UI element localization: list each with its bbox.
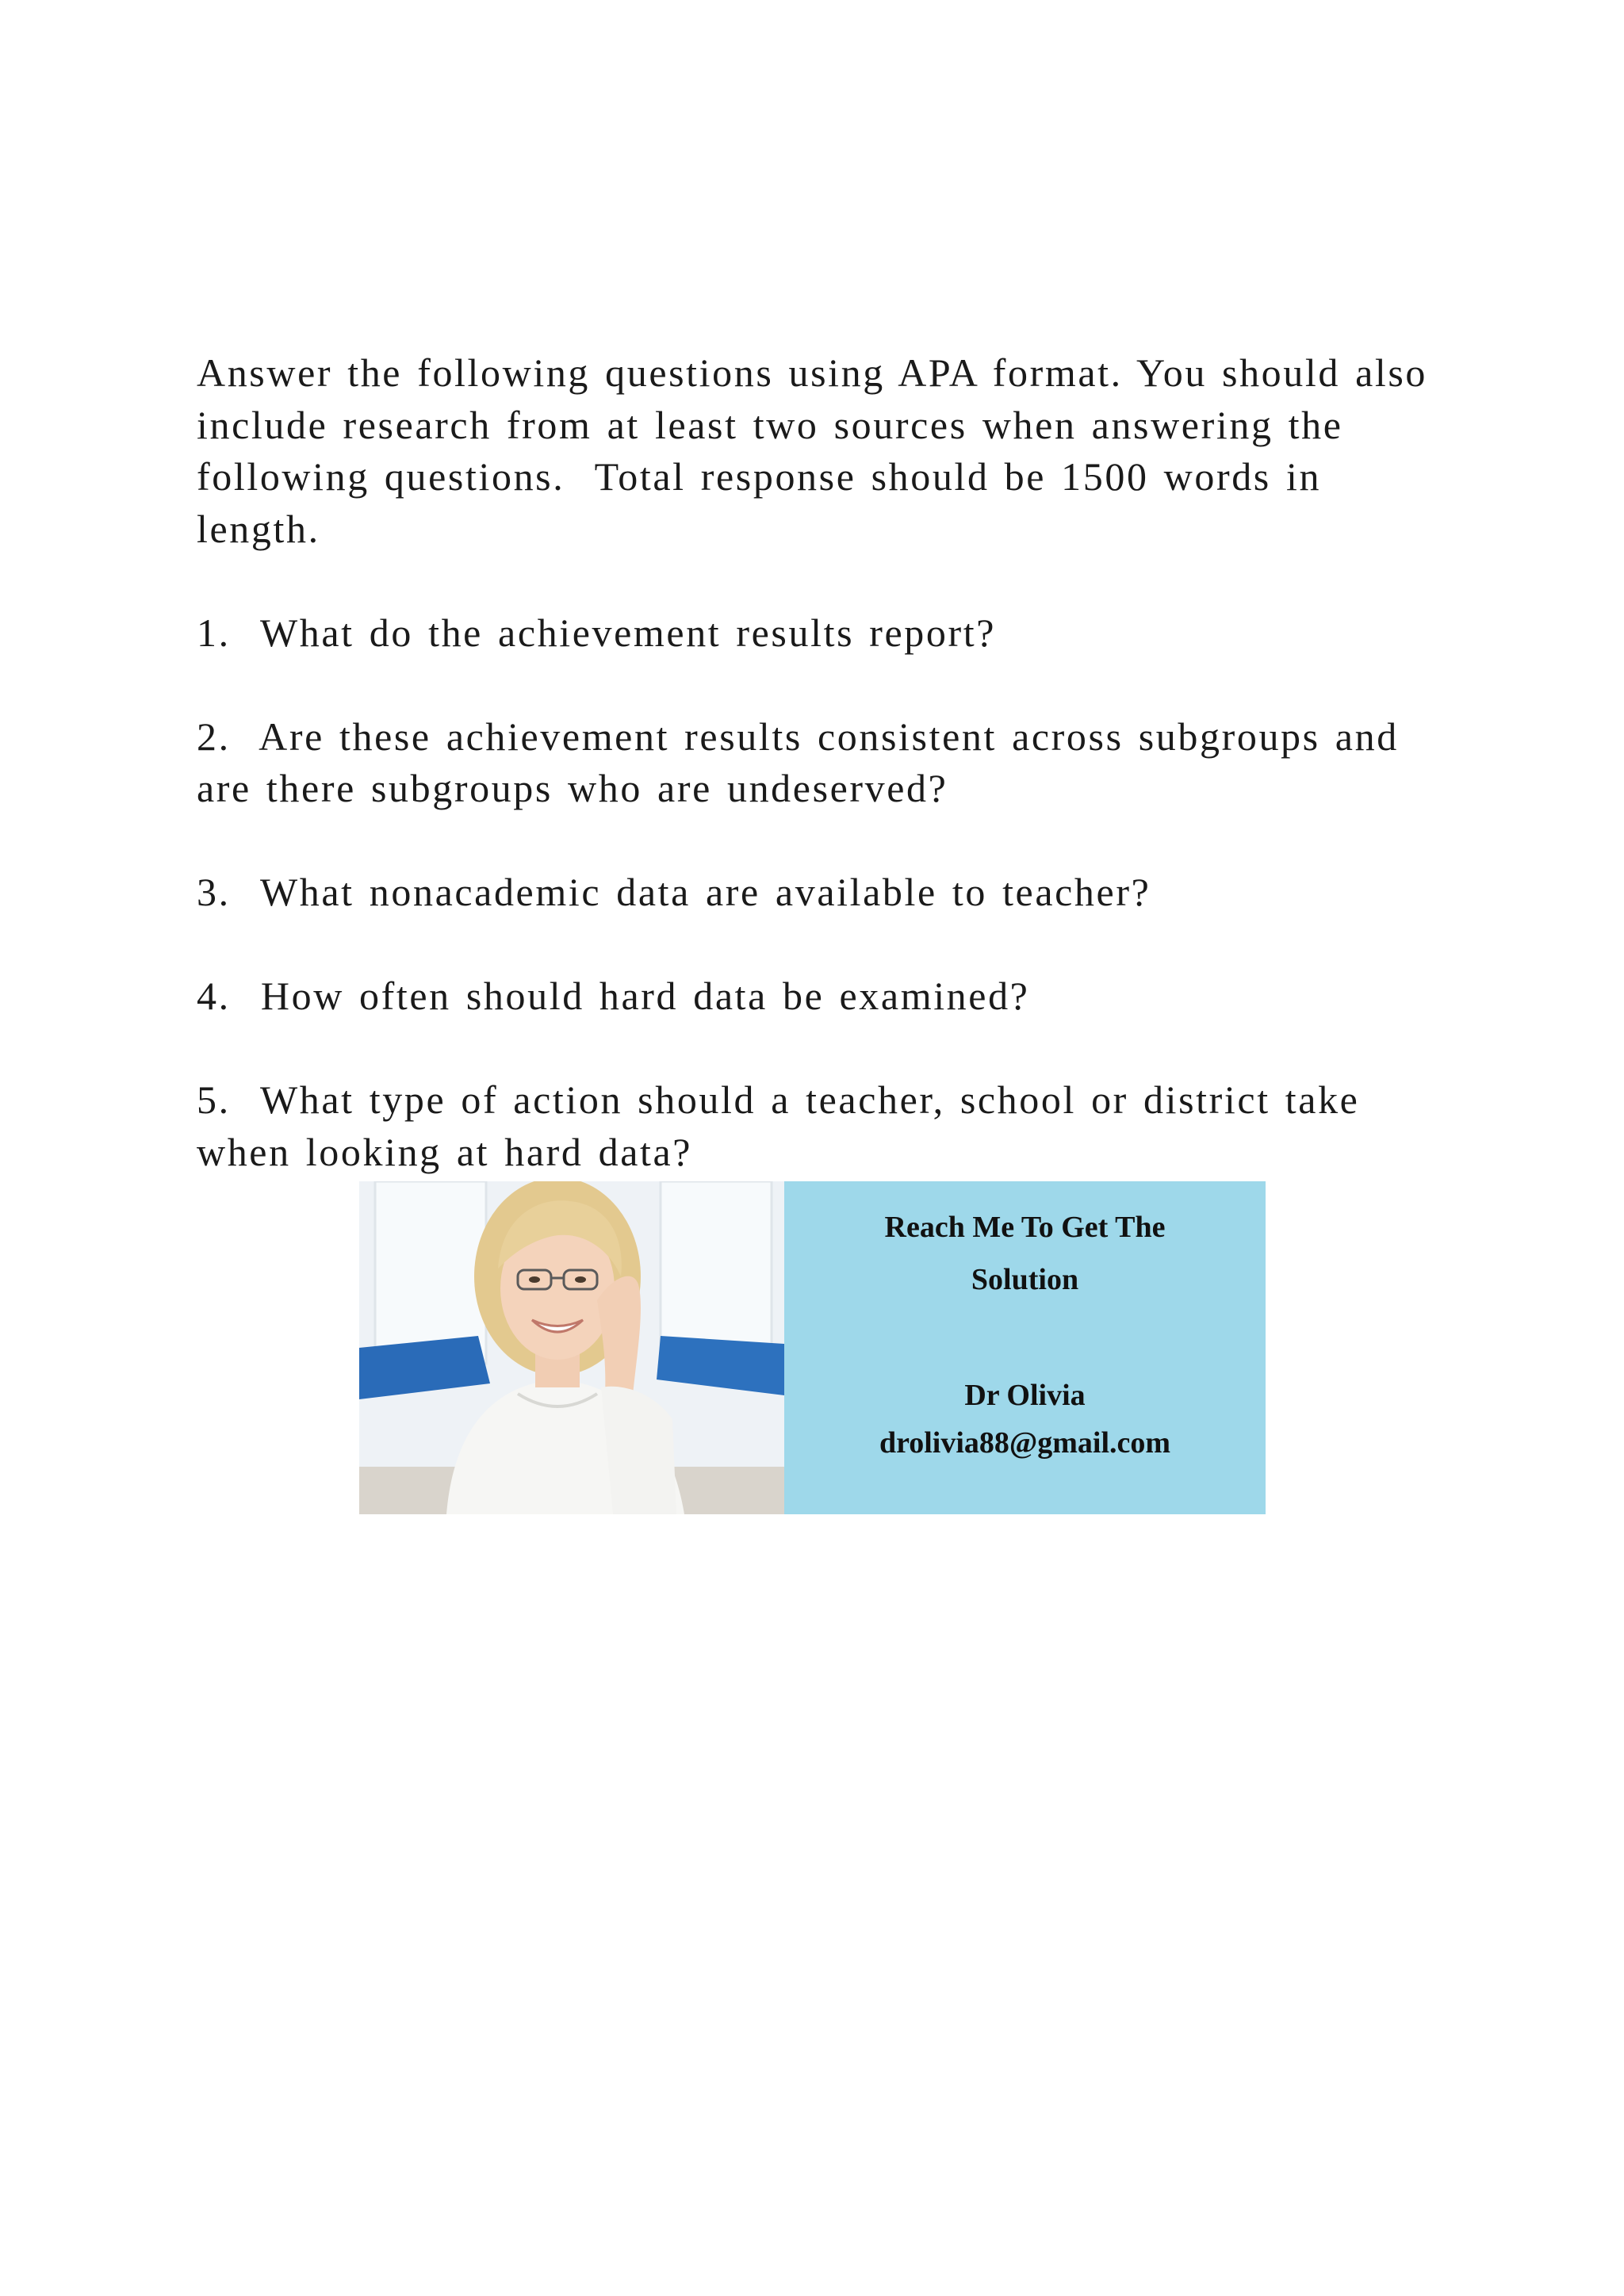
cta-text-line-2: Solution <box>971 1263 1079 1296</box>
question-5: 5. What type of action should a teacher, school or district take when looking at hard data? <box>197 1077 1375 1174</box>
question-4: 4. How often should hard data be examined? <box>197 974 1030 1018</box>
document-body <box>197 347 1443 1178</box>
question-2: 2. Are these achievement results consistent across subgroups and are there subgroups who are undeserved? <box>197 714 1414 810</box>
contact-name: Dr Olivia <box>964 1379 1086 1412</box>
tutor-photo <box>359 1181 784 1514</box>
question-1: 1. What do the achievement results report? <box>197 610 997 655</box>
intro-paragraph: Answer the following questions using APA format. You should also include research from at least two sources when answering the following questions. Total response should be 1500 words in length. <box>197 350 1443 551</box>
contact-banner <box>359 1181 1266 1514</box>
woman-portrait-illustration <box>359 1181 784 1514</box>
contact-info-panel <box>784 1181 1266 1514</box>
question-3: 3. What nonacademic data are available to teacher? <box>197 870 1151 914</box>
contact-email: drolivia88@gmail.com <box>879 1426 1171 1460</box>
cta-text-line-1: Reach Me To Get The <box>884 1211 1166 1244</box>
